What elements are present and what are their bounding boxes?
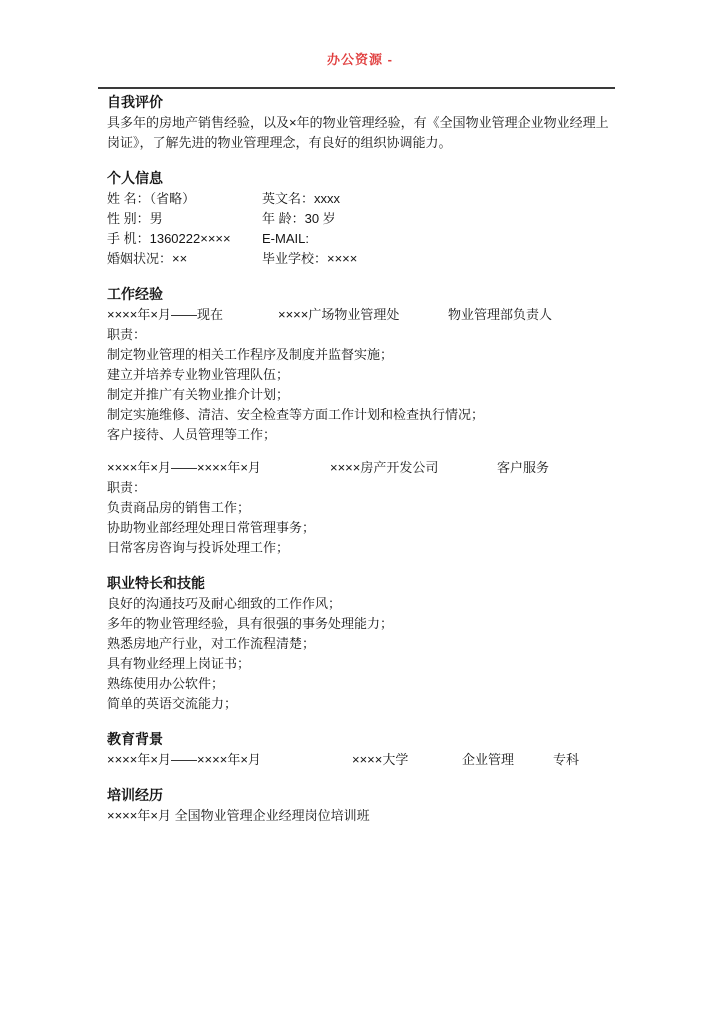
info-left: 手 机：1360222××××: [107, 231, 231, 246]
section-title: 自我评价: [107, 94, 163, 110]
info-right: 年 龄：30 岁: [262, 211, 336, 226]
section-work-experience: [107, 284, 619, 558]
job-role: 物业管理部负责人: [448, 307, 553, 322]
divider: [98, 87, 615, 89]
duty-line: 制定并推广有关物业推介计划；: [107, 387, 290, 402]
info-row: [107, 249, 619, 269]
job-header: [107, 305, 619, 325]
info-row: [107, 209, 619, 229]
skill-line: 具有物业经理上岗证书；: [107, 656, 251, 671]
section-title: 个人信息: [107, 170, 163, 186]
watermark-text: 办公资源 -: [327, 52, 393, 67]
section-title: 教育背景: [107, 731, 163, 747]
job-header: [107, 458, 619, 478]
section-education: [107, 729, 619, 770]
duty-line: 制定物业管理的相关工作程序及制度并监督实施；: [107, 347, 394, 362]
section-title: 职业特长和技能: [107, 575, 205, 591]
duties-label: 职责：: [107, 327, 147, 342]
skill-line: 良好的沟通技巧及耐心细致的工作作风；: [107, 596, 342, 611]
info-left: 婚姻状况：××: [107, 251, 188, 266]
skill-line: 简单的英语交流能力；: [107, 696, 238, 711]
education-row: [107, 750, 619, 770]
skill-line: 熟练使用办公软件；: [107, 676, 225, 691]
duties-label: 职责：: [107, 480, 147, 495]
skill-line: 多年的物业管理经验，具有很强的事务处理能力；: [107, 616, 394, 631]
info-right: 毕业学校：××××: [262, 251, 358, 266]
duty-line: 负责商品房的销售工作；: [107, 500, 251, 515]
info-left: 性 别：男: [107, 211, 163, 226]
section-title: 培训经历: [107, 787, 163, 803]
document-content: [107, 92, 619, 826]
duty-line: 协助物业部经理处理日常管理事务；: [107, 520, 316, 535]
section-training: [107, 785, 619, 826]
education-school: ××××大学: [352, 752, 409, 767]
education-degree: 专科: [553, 752, 580, 767]
duty-line: 日常客房咨询与投诉处理工作；: [107, 540, 290, 555]
skill-line: 熟悉房地产行业，对工作流程清楚；: [107, 636, 316, 651]
job-period: ××××年×月——现在: [107, 307, 223, 322]
info-row: [107, 189, 619, 209]
duty-line: 建立并培养专业物业管理队伍；: [107, 367, 290, 382]
job-block: [107, 458, 619, 558]
section-self-evaluation: [107, 92, 619, 153]
job-block: [107, 305, 619, 445]
section-title: 工作经验: [107, 286, 163, 302]
info-row: [107, 229, 619, 249]
job-company: ××××房产开发公司: [330, 460, 439, 475]
duty-line: 客户接待、人员管理等工作；: [107, 427, 277, 442]
job-role: 客户服务: [497, 460, 550, 475]
education-period: ××××年×月——××××年×月: [107, 752, 261, 767]
info-right: E-MAIL:: [262, 231, 309, 246]
job-period: ××××年×月——××××年×月: [107, 460, 261, 475]
info-left: 姓 名：（省略）: [107, 191, 196, 206]
section-personal-info: [107, 168, 619, 269]
section-skills: [107, 573, 619, 714]
training-line: ××××年×月 全国物业管理企业经理岗位培训班: [107, 808, 370, 823]
education-major: 企业管理: [462, 752, 515, 767]
duty-line: 制定实施维修、清洁、安全检查等方面工作计划和检查执行情况；: [107, 407, 485, 422]
job-company: ××××广场物业管理处: [278, 307, 400, 322]
self-evaluation-paragraph: 具多年的房地产销售经验，以及×年的物业管理经验，有《全国物业管理企业物业经理上岗证》，了解先进的物业管理理念，有良好的组织协调能力。: [107, 115, 609, 150]
info-right: 英文名：xxxx: [262, 191, 341, 206]
